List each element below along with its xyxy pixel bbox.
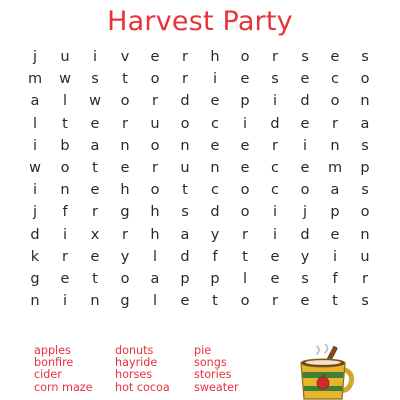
grid-row (20, 179, 380, 201)
grid-letter: n (210, 160, 220, 177)
grid-letter: i (212, 71, 218, 88)
grid-letter: t (182, 182, 188, 199)
grid-letter: e (240, 71, 250, 88)
grid-letter: p (210, 270, 220, 287)
grid-letter: r (122, 226, 128, 243)
grid-letter: p (360, 160, 370, 177)
word-list-item: stories (194, 368, 232, 382)
grid-letter: i (92, 49, 98, 66)
grid-letter: o (360, 204, 370, 221)
grid-letter: l (152, 293, 158, 310)
grid-letter: b (60, 137, 70, 154)
grid-letter: a (360, 115, 370, 132)
grid-letter: l (242, 270, 248, 287)
grid-letter: m (327, 160, 343, 177)
grid-letter: e (210, 137, 220, 154)
grid-letter: s (301, 49, 309, 66)
grid-letter: i (62, 226, 68, 243)
grid-letter: o (180, 115, 190, 132)
grid-letter: i (272, 226, 278, 243)
grid-letter: y (120, 248, 130, 265)
grid-letter: e (120, 160, 130, 177)
word-list-item: cider (34, 368, 62, 382)
grid-letter: e (90, 248, 100, 265)
grid-letter: o (150, 137, 160, 154)
word-list-item: pie (194, 344, 212, 357)
grid-letter: n (60, 182, 70, 199)
grid-letter: y (300, 248, 310, 265)
grid-letter: e (90, 115, 100, 132)
grid-letter: d (30, 226, 40, 243)
grid-letter: e (240, 137, 250, 154)
grid-letter: a (150, 270, 160, 287)
grid-row (20, 135, 380, 157)
grid-row (20, 157, 380, 179)
grid-letter: r (122, 115, 128, 132)
grid-letter: e (180, 293, 190, 310)
grid-letter: i (332, 248, 338, 265)
grid-letter: r (242, 226, 248, 243)
grid-letter: u (150, 115, 160, 132)
grid-letter: e (270, 270, 280, 287)
grid-letter: o (240, 204, 250, 221)
grid-letter: r (272, 49, 278, 66)
word-list-item: songs (194, 356, 227, 370)
grid-letter: g (30, 270, 40, 287)
grid-letter: r (182, 71, 188, 88)
grid-row (20, 268, 380, 290)
grid-letter: y (210, 226, 220, 243)
grid-letter: r (272, 137, 278, 154)
word-list-column-1 (34, 345, 93, 394)
hot-cocoa-mug-icon (287, 344, 377, 400)
grid-letter: n (180, 137, 190, 154)
grid-letter: i (302, 137, 308, 154)
grid-letter: i (242, 115, 248, 132)
grid-letter: a (30, 93, 40, 110)
grid-letter: w (29, 160, 41, 177)
grid-letter: u (360, 248, 370, 265)
grid-letter: e (300, 293, 310, 310)
grid-row (20, 68, 380, 90)
grid-letter: e (240, 160, 250, 177)
grid-letter: i (62, 293, 68, 310)
word-list-item: bonfire (34, 356, 74, 370)
grid-letter: d (300, 226, 310, 243)
grid-letter: g (120, 293, 130, 310)
grid-letter: s (361, 293, 369, 310)
word-list-item: sweater (194, 380, 239, 394)
grid-row (20, 90, 380, 112)
grid-letter: e (300, 71, 310, 88)
grid-letter: n (360, 226, 370, 243)
grid-letter: r (92, 204, 98, 221)
grid-letter: p (330, 204, 340, 221)
page-title: Harvest Party (107, 6, 293, 37)
grid-letter: s (301, 270, 309, 287)
grid-letter: t (332, 293, 338, 310)
grid-letter: c (271, 182, 279, 199)
word-list-item: hot cocoa (115, 380, 170, 394)
grid-letter: o (330, 93, 340, 110)
grid-letter: t (92, 270, 98, 287)
grid-letter: h (150, 204, 160, 221)
grid-letter: o (120, 93, 130, 110)
grid-letter: h (150, 226, 160, 243)
grid-letter: s (361, 137, 369, 154)
grid-row (20, 201, 380, 223)
grid-letter: o (150, 71, 160, 88)
grid-letter: i (32, 182, 38, 199)
grid-letter: o (240, 49, 250, 66)
grid-letter: n (30, 293, 40, 310)
grid-letter: e (330, 226, 340, 243)
grid-letter: s (181, 204, 189, 221)
grid-letter: d (180, 93, 190, 110)
grid-letter: e (270, 248, 280, 265)
grid-letter: d (270, 115, 280, 132)
grid-letter: d (300, 93, 310, 110)
grid-letter: n (360, 93, 370, 110)
grid-letter: o (150, 182, 160, 199)
grid-letter: m (27, 71, 43, 88)
word-list-item: hayride (115, 356, 158, 370)
grid-letter: d (210, 204, 220, 221)
grid-letter: o (120, 270, 130, 287)
grid-letter: j (32, 204, 38, 221)
grid-row (20, 290, 380, 312)
grid-letter: a (90, 137, 100, 154)
grid-letter: e (150, 49, 160, 66)
grid-letter: f (212, 248, 218, 265)
grid-letter: w (59, 71, 71, 88)
word-list-column-2 (115, 345, 170, 394)
grid-letter: u (60, 49, 70, 66)
grid-letter: r (272, 293, 278, 310)
word-list-item: donuts (115, 344, 154, 357)
grid-letter: l (152, 248, 158, 265)
grid-letter: r (152, 93, 158, 110)
word-list-column-3 (194, 345, 239, 394)
grid-letter: c (211, 182, 219, 199)
grid-letter: a (330, 182, 340, 199)
grid-letter: h (120, 182, 130, 199)
grid-letter: n (120, 137, 130, 154)
grid-letter: h (210, 49, 220, 66)
grid-letter: t (122, 71, 128, 88)
grid-letter: s (361, 49, 369, 66)
grid-letter: r (332, 115, 338, 132)
grid-letter: a (180, 226, 190, 243)
grid-letter: t (212, 293, 218, 310)
grid-letter: s (271, 71, 279, 88)
grid-letter: r (362, 270, 368, 287)
grid-letter: x (90, 226, 100, 243)
grid-letter: u (180, 160, 190, 177)
grid-letter: o (240, 182, 250, 199)
grid-letter: t (62, 115, 68, 132)
grid-letter: e (60, 270, 70, 287)
grid-letter: e (210, 93, 220, 110)
grid-letter: e (300, 115, 310, 132)
grid-letter: o (60, 160, 70, 177)
grid-letter: i (32, 137, 38, 154)
grid-letter: l (62, 93, 68, 110)
grid-row (20, 224, 380, 246)
grid-letter: j (302, 204, 308, 221)
grid-letter: c (331, 71, 339, 88)
grid-letter: j (32, 49, 38, 66)
grid-letter: g (120, 204, 130, 221)
grid-row (20, 246, 380, 268)
grid-row (20, 113, 380, 135)
grid-letter: t (242, 248, 248, 265)
grid-letter: o (360, 71, 370, 88)
grid-letter: l (32, 115, 38, 132)
grid-letter: o (300, 182, 310, 199)
grid-letter: n (90, 293, 100, 310)
grid-letter: f (62, 204, 68, 221)
grid-letter: w (89, 93, 101, 110)
grid-letter: n (330, 137, 340, 154)
grid-letter: c (211, 115, 219, 132)
grid-row (20, 46, 380, 68)
word-list-item: apples (34, 344, 71, 357)
grid-letter: o (240, 293, 250, 310)
grid-letter: i (272, 204, 278, 221)
word-list-item: corn maze (34, 380, 93, 394)
grid-letter: i (272, 93, 278, 110)
word-list-item: horses (115, 368, 153, 382)
word-search-grid (20, 46, 380, 312)
grid-letter: k (30, 248, 40, 265)
grid-letter: d (180, 248, 190, 265)
grid-letter: s (361, 182, 369, 199)
grid-letter: r (182, 49, 188, 66)
grid-letter: s (91, 71, 99, 88)
grid-letter: f (332, 270, 338, 287)
grid-letter: t (92, 160, 98, 177)
grid-letter: r (152, 160, 158, 177)
grid-letter: c (271, 160, 279, 177)
grid-letter: r (62, 248, 68, 265)
grid-letter: e (330, 49, 340, 66)
grid-letter: v (120, 49, 130, 66)
grid-letter: p (180, 270, 190, 287)
grid-letter: e (90, 182, 100, 199)
grid-letter: p (240, 93, 250, 110)
grid-letter: e (300, 160, 310, 177)
